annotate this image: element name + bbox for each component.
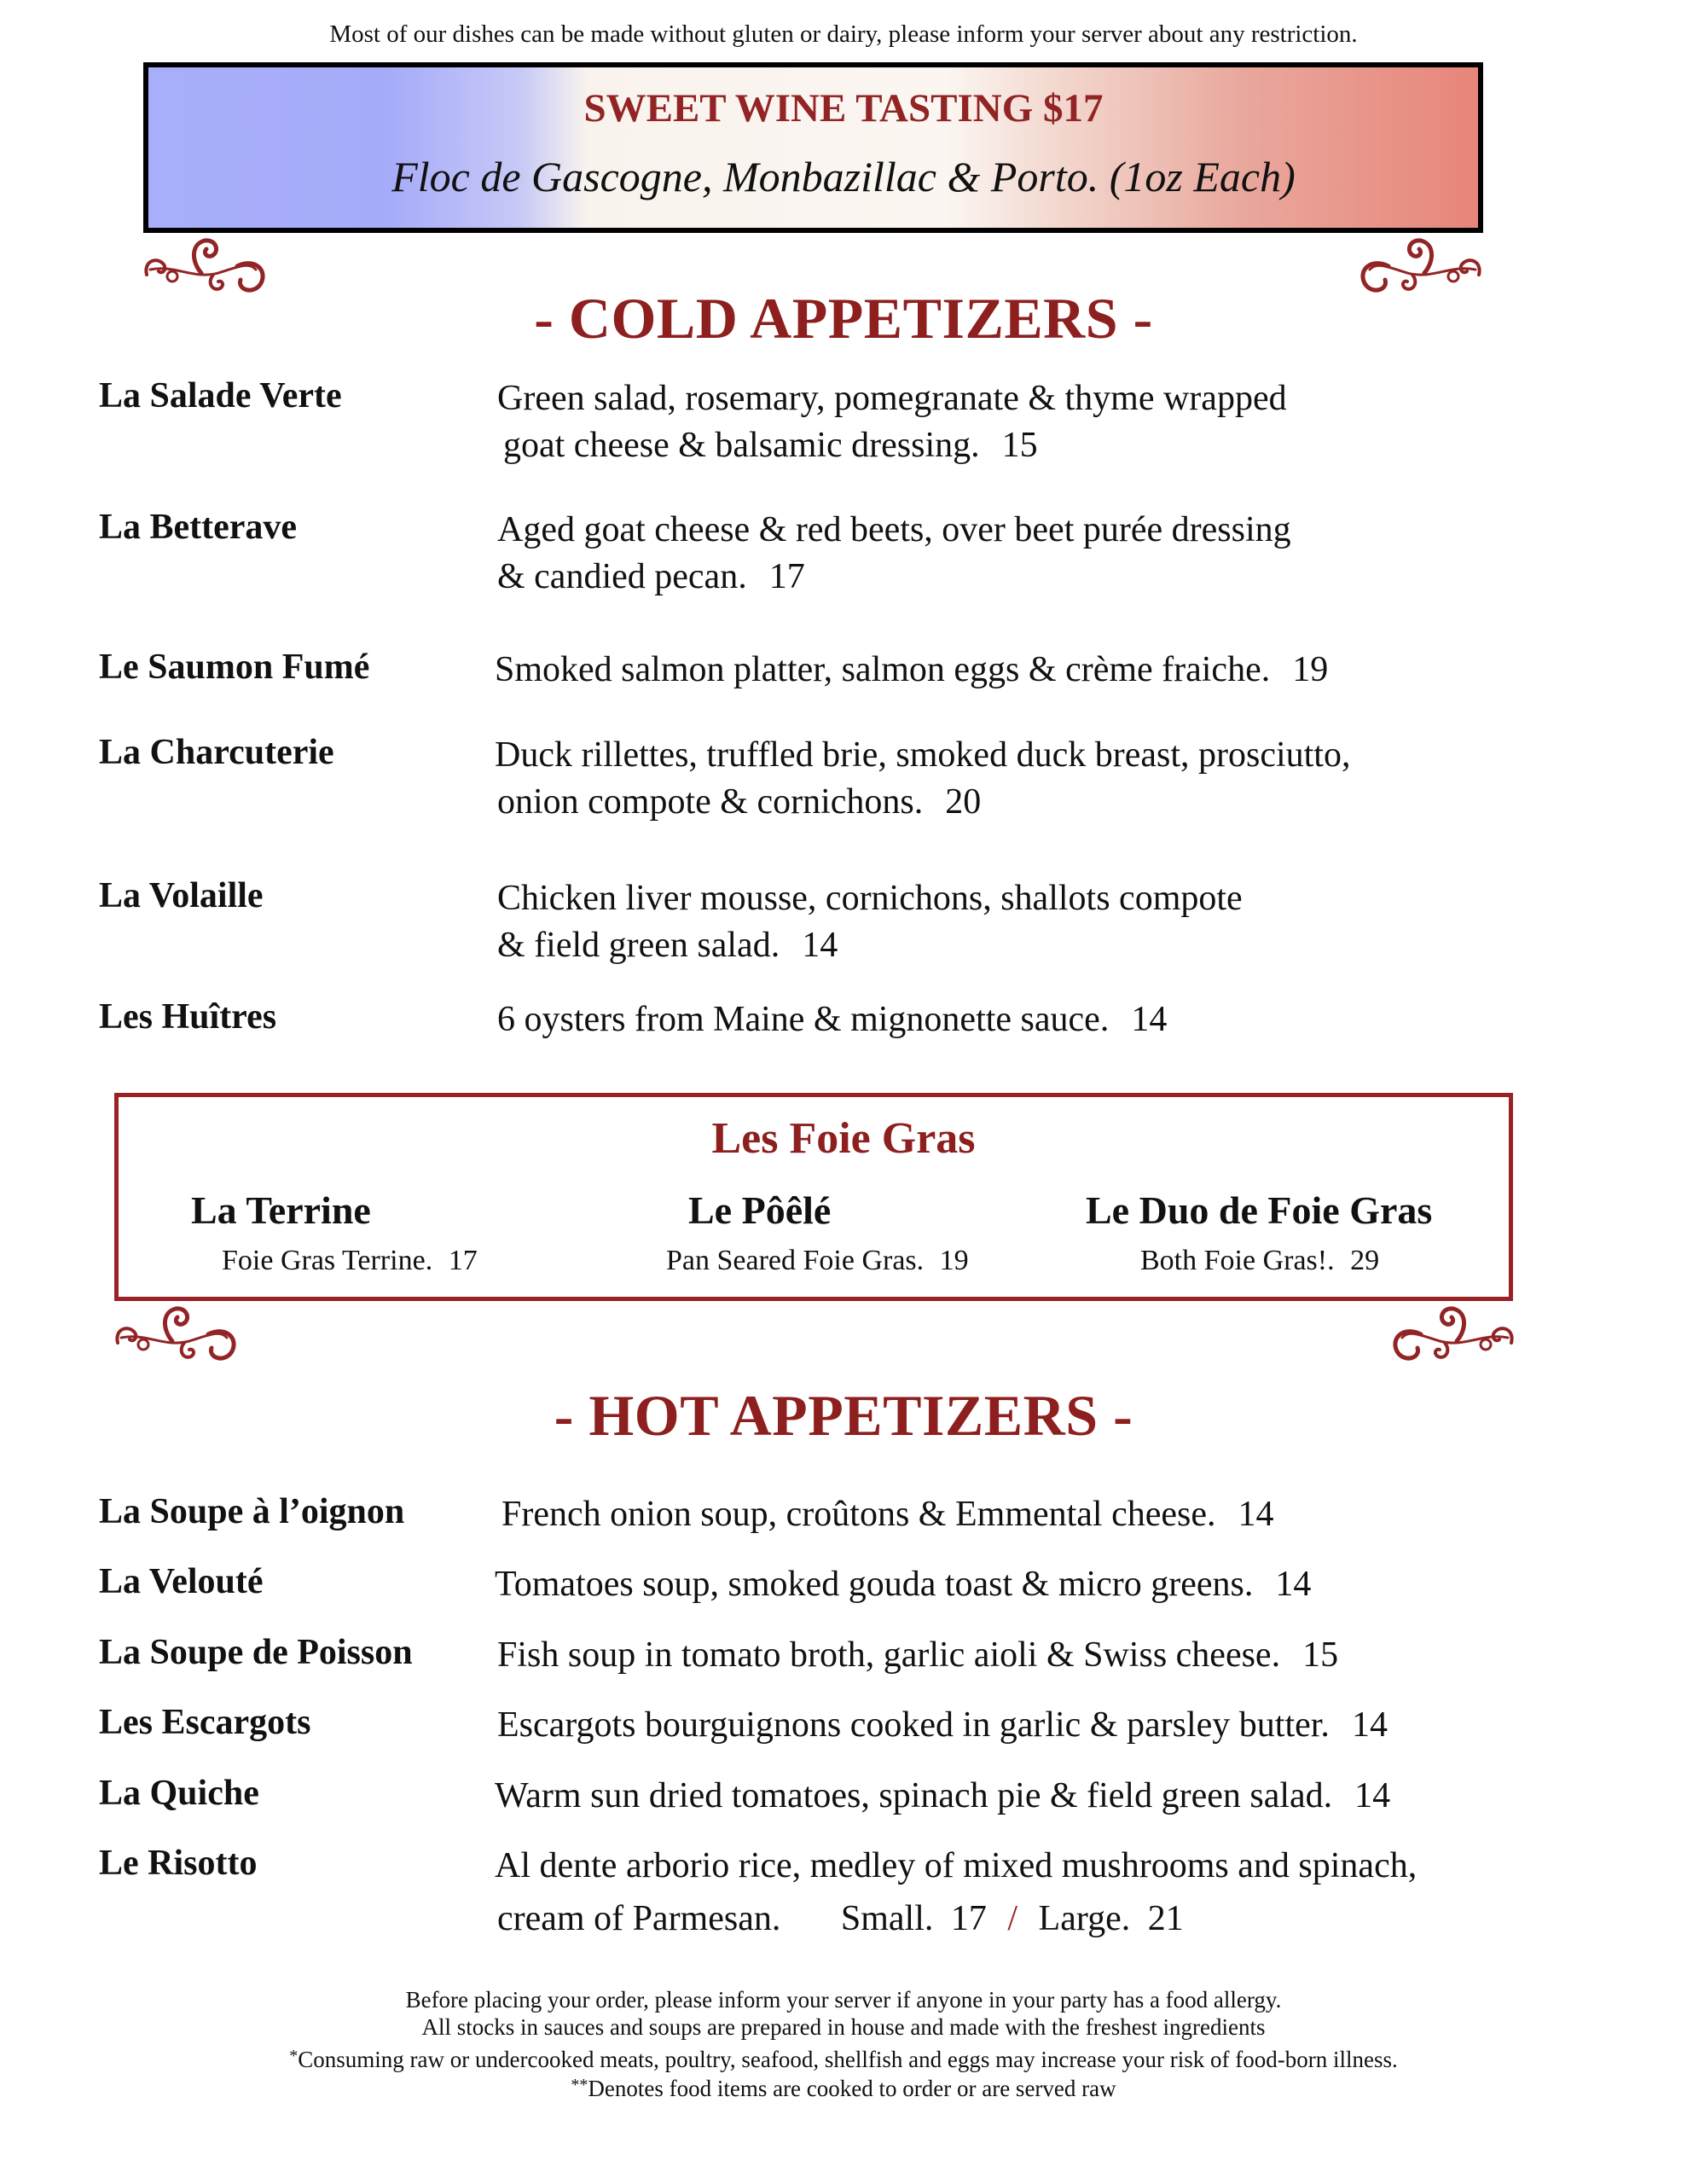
- asterisk-mark: *: [289, 2047, 299, 2065]
- size-large-label: Large.: [1038, 1899, 1131, 1938]
- size-separator: /: [1007, 1899, 1018, 1938]
- item-description-cont: [497, 922, 838, 969]
- item-name: La Velouté: [99, 1562, 264, 1601]
- allergy-notice: Before placing your order, please inform your server if anyone in your party has a food allergy.: [405, 1987, 1282, 2013]
- wine-tasting-title: SWEET WINE TASTING $17: [583, 86, 1104, 131]
- foie-item-description: [666, 1245, 969, 1277]
- item-name: La Quiche: [99, 1774, 259, 1813]
- foie-price: 29: [1350, 1245, 1380, 1276]
- size-large-price: 21: [1147, 1899, 1184, 1938]
- cooked-to-order-notice: [0, 2076, 1687, 2102]
- wine-tasting-list: Floc de Gascogne, Monbazillac & Porto. (1oz Each): [391, 153, 1296, 200]
- item-name: La Salade Verte: [99, 376, 342, 415]
- item-name: Les Huîtres: [99, 997, 277, 1037]
- item-description-line2: & candied pecan.: [497, 557, 747, 596]
- item-description-line1: Escargots bourguignons cooked in garlic & parsley butter.: [497, 1705, 1330, 1745]
- foie-desc: Foie Gras Terrine.: [222, 1245, 433, 1276]
- item-description-cont: [497, 779, 981, 826]
- item-description: Chicken liver mousse, cornichons, shallots compote: [497, 879, 1243, 918]
- item-description-line1: Fish soup in tomato broth, garlic aioli & Swiss cheese.: [497, 1635, 1281, 1675]
- item-description: [501, 1491, 1273, 1538]
- item-name: La Soupe à l’oignon: [99, 1492, 405, 1531]
- item-description: [497, 1702, 1388, 1749]
- item-name: La Betterave: [99, 508, 298, 547]
- size-small-price: 17: [950, 1899, 987, 1938]
- flourish-scroll-icon: [1388, 1304, 1516, 1363]
- stocks-notice: All stocks in sauces and soups are prepared in house and made with the freshest ingredients: [421, 2014, 1266, 2040]
- raw-food-warning-text: Consuming raw or undercooked meats, poultry, seafood, shellfish and eggs may increase your risk of food-born illness.: [298, 2047, 1398, 2072]
- item-price: 14: [1275, 1565, 1312, 1604]
- item-description-line1: French onion soup, croûtons & Emmental cheese.: [501, 1495, 1216, 1534]
- item-description-cont: [503, 422, 1038, 469]
- dietary-notice: Most of our dishes can be made without gluten or dairy, please inform your server about any restriction.: [329, 20, 1358, 48]
- item-name: Le Risotto: [99, 1844, 258, 1883]
- foie-price: 17: [448, 1245, 478, 1276]
- foie-item-name: Le Duo de Foie Gras: [1086, 1188, 1433, 1232]
- foie-item-description: [1140, 1245, 1379, 1277]
- item-price: 14: [1238, 1495, 1274, 1534]
- foie-desc: Both Foie Gras!.: [1140, 1245, 1335, 1276]
- item-price: 15: [1302, 1635, 1339, 1675]
- item-name: Les Escargots: [99, 1703, 311, 1742]
- item-name: La Soupe de Poisson: [99, 1633, 413, 1672]
- foie-price: 19: [939, 1245, 969, 1276]
- item-price: 14: [1354, 1776, 1391, 1815]
- item-name: Le Saumon Fumé: [99, 648, 370, 687]
- item-description-line2: goat cheese & balsamic dressing.: [503, 426, 980, 465]
- item-description: [495, 1773, 1390, 1820]
- item-price: 20: [945, 782, 982, 822]
- foie-item-description: [222, 1245, 478, 1277]
- item-description-line1: Smoked salmon platter, salmon eggs & crème fraiche.: [495, 650, 1271, 689]
- hot-appetizers-heading: - HOT APPETIZERS -: [554, 1383, 1133, 1448]
- item-name: La Charcuterie: [99, 733, 334, 772]
- item-description: Duck rillettes, truffled brie, smoked duck breast, prosciutto,: [495, 735, 1351, 775]
- item-name: La Volaille: [99, 876, 264, 915]
- item-price: 14: [1131, 1000, 1168, 1039]
- item-description: Green salad, rosemary, pomegranate & thyme wrapped: [497, 379, 1287, 418]
- item-price: 15: [1001, 426, 1038, 465]
- item-description: Al dente arborio rice, medley of mixed mushrooms and spinach,: [495, 1846, 1417, 1885]
- item-description-line2: onion compote & cornichons.: [497, 782, 924, 822]
- item-description-cont: [497, 554, 805, 601]
- item-description-line1: 6 oysters from Maine & mignonette sauce.: [497, 1000, 1110, 1039]
- raw-food-warning: [0, 2047, 1687, 2073]
- item-description: [495, 1561, 1311, 1608]
- item-description-line1: Warm sun dried tomatoes, spinach pie & field green salad.: [495, 1776, 1333, 1815]
- item-description-line2: & field green salad.: [497, 926, 780, 965]
- item-price: 19: [1292, 650, 1329, 689]
- item-description: [497, 1632, 1338, 1679]
- item-description-cont: [497, 1896, 1184, 1943]
- cooked-to-order-text: Denotes food items are cooked to order or are served raw: [588, 2076, 1116, 2101]
- item-price: 14: [1351, 1705, 1388, 1745]
- item-price: 14: [802, 926, 838, 965]
- foie-gras-heading: Les Foie Gras: [711, 1114, 976, 1163]
- item-price: 17: [768, 557, 805, 596]
- cold-appetizers-heading: - COLD APPETIZERS -: [534, 286, 1153, 351]
- double-asterisk-mark: **: [571, 2076, 588, 2094]
- item-description-line1: Tomatoes soup, smoked gouda toast & micro greens.: [495, 1565, 1254, 1604]
- item-description: [495, 647, 1328, 694]
- item-description-line2: cream of Parmesan.: [497, 1899, 781, 1938]
- item-description: [497, 996, 1167, 1043]
- size-small-label: Small.: [840, 1899, 934, 1938]
- foie-item-name: La Terrine: [191, 1188, 371, 1232]
- flourish-scroll-icon: [113, 1304, 241, 1363]
- item-description: Aged goat cheese & red beets, over beet purée dressing: [497, 510, 1291, 549]
- foie-item-name: Le Pôêlé: [688, 1188, 832, 1232]
- foie-desc: Pan Seared Foie Gras.: [666, 1245, 925, 1276]
